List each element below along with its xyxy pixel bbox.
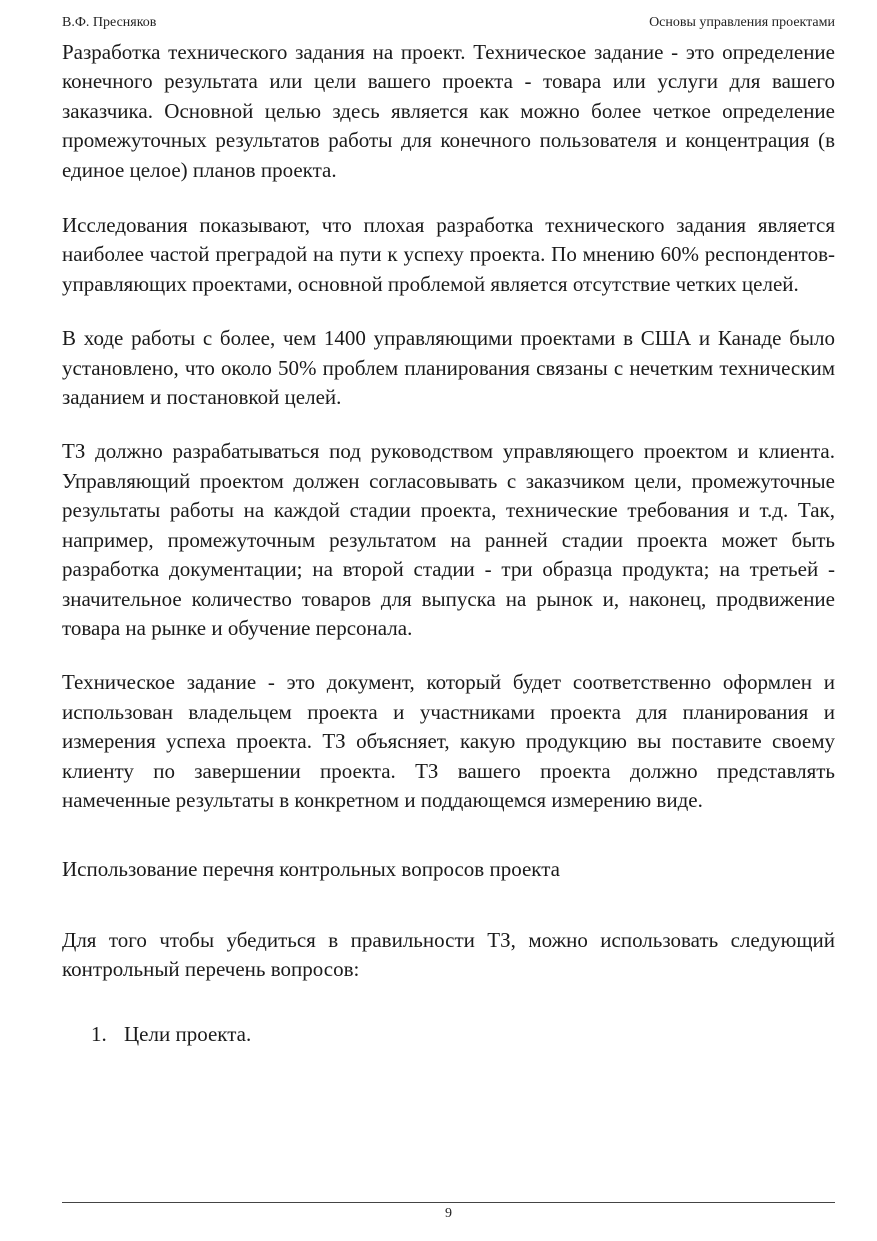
footer-divider	[62, 1202, 835, 1203]
paragraph: В ходе работы с более, чем 1400 управляющими проектами в США и Канаде было установлено, что около 50% проблем планирования связаны с нечетким техническим заданием и постановкой целей.	[62, 326, 835, 410]
header-title: Основы управления проектами	[649, 15, 835, 30]
section-heading: Использование перечня контрольных вопросов проекта	[62, 857, 560, 882]
paragraph: Разработка технического задания на проект. Техническое задание - это определение конечного результата или цели вашего проекта - товара или услуги для вашего заказчика. Основной целью здесь является как можно более четкое определение промежуточных результатов работы для конечного пользователя и концентрация (в единое целое) планов проекта.	[62, 40, 835, 182]
checklist	[62, 1020, 835, 1049]
page-header	[62, 15, 835, 35]
list-item	[62, 1020, 835, 1049]
header-author: В.Ф. Пресняков	[62, 15, 157, 30]
paragraph: Исследования показывают, что плохая разработка технического задания является наиболее частой преградой на пути к успеху проекта. По мнению 60% респондентов-управляющих проектами, основной проблемой является отсутствие четких целей.	[62, 213, 835, 296]
page-body	[62, 38, 835, 1049]
list-item-text: Цели проекта.	[124, 1021, 252, 1046]
paragraph: Техническое задание - это документ, который будет соответственно оформлен и использован владельцем проекта и участниками проекта для планирования и измерения успеха проекта. ТЗ объясняет, какую продукцию вы поставите своему клиенту по завершении проекта. ТЗ вашего проекта должно представлять намеченные результаты в конкретном и поддающемся измерению виде.	[62, 670, 835, 812]
list-item-number: 1.	[91, 1021, 107, 1046]
paragraph: ТЗ должно разрабатываться под руководством управляющего проектом и клиента. Управляющий проектом должен согласовывать с заказчиком цели, промежуточные результаты работы на каждой стадии проекта, технические требования и т.д. Так, например, промежуточным результатом на ранней стадии проекта может быть разработка документации; на второй стадии - три образца продукта; на третьей - значительное количество товаров для выпуска на рынок и, наконец, продвижение товара на рынке и обучение персонала.	[62, 439, 835, 640]
page-number: 9	[445, 1206, 452, 1221]
intro-paragraph: Для того чтобы убедиться в правильности ТЗ, можно использовать следующий контрольный перечень вопросов:	[62, 927, 835, 982]
